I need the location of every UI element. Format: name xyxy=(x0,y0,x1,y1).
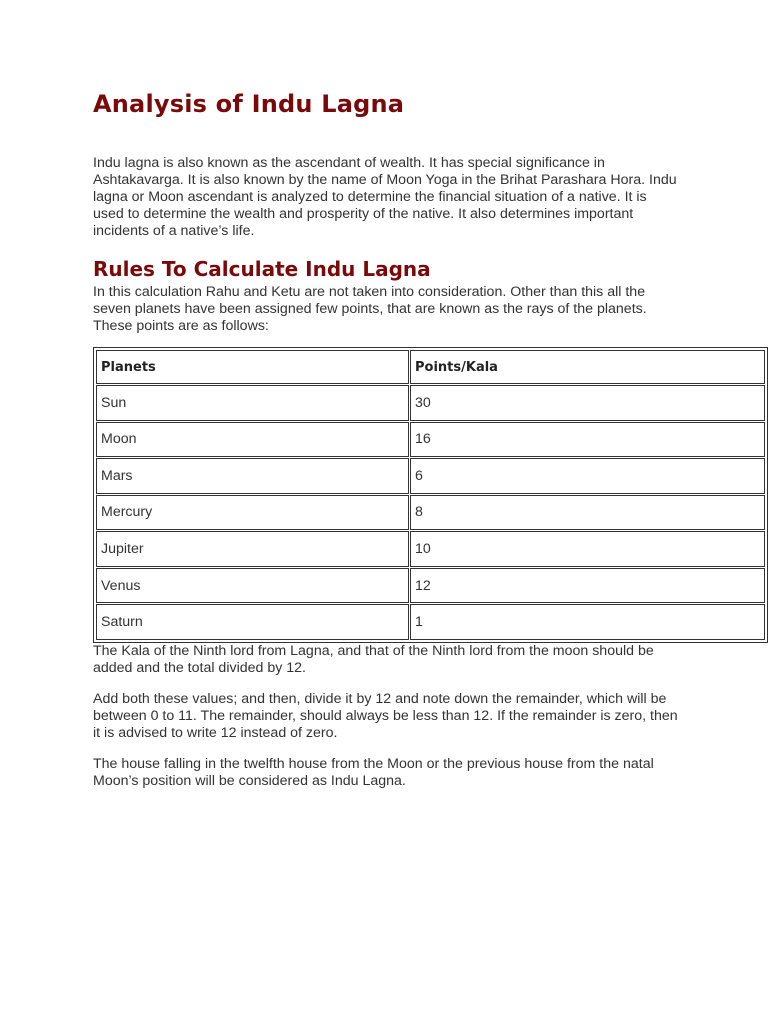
rules-heading: Rules To Calculate Indu Lagna xyxy=(93,257,431,281)
add-values-paragraph: Add both these values; and then, divide it by 12 and note down the remainder, which will be between 0 to 11. The remainder, should always be less than 12. If the remainder is zero, then it is advised to write 12 instead of zero. xyxy=(93,691,678,741)
table-row xyxy=(96,458,765,494)
planet-cell: Mars xyxy=(96,458,409,494)
table-row xyxy=(96,604,765,640)
after-table-paragraph: The Kala of the Ninth lord from Lagna, and that of the Ninth lord from the moon should be added and the total divided by 12. xyxy=(93,643,654,676)
planet-cell: Jupiter xyxy=(96,531,409,567)
planet-cell: Mercury xyxy=(96,495,409,531)
planet-points-table-frame xyxy=(93,347,768,643)
planet-points-table xyxy=(95,349,766,641)
column-header-points: Points/Kala xyxy=(410,350,765,384)
table-header-row xyxy=(96,350,765,384)
points-cell: 1 xyxy=(410,604,765,640)
page-title: Analysis of Indu Lagna xyxy=(93,90,405,118)
planet-cell: Saturn xyxy=(96,604,409,640)
table-row xyxy=(96,531,765,567)
column-header-planets: Planets xyxy=(96,350,409,384)
points-cell: 12 xyxy=(410,568,765,604)
planet-cell: Moon xyxy=(96,422,409,458)
table-row xyxy=(96,495,765,531)
points-cell: 6 xyxy=(410,458,765,494)
intro-paragraph: Indu lagna is also known as the ascendant of wealth. It has special significance in Ashtakavarga. It is also known by the name of Moon Yoga in the Brihat Parashara Hora. Indu lagna or Moon ascendant is analyzed to determine the financial situation of a native. It is used to determine the wealth and prosperity of the native. It also determines important incidents of a native’s life. xyxy=(93,155,677,239)
planet-cell: Sun xyxy=(96,385,409,421)
table-row xyxy=(96,422,765,458)
points-cell: 10 xyxy=(410,531,765,567)
planet-cell: Venus xyxy=(96,568,409,604)
rules-intro-paragraph: In this calculation Rahu and Ketu are not taken into consideration. Other than this all the seven planets have been assigned few points, that are known as the rays of the planets. These points are as follows: xyxy=(93,284,647,334)
house-falling-paragraph: The house falling in the twelfth house from the Moon or the previous house from the natal Moon’s position will be considered as Indu Lagna. xyxy=(93,756,654,789)
points-cell: 30 xyxy=(410,385,765,421)
table-row xyxy=(96,385,765,421)
table-row xyxy=(96,568,765,604)
points-cell: 8 xyxy=(410,495,765,531)
points-cell: 16 xyxy=(410,422,765,458)
